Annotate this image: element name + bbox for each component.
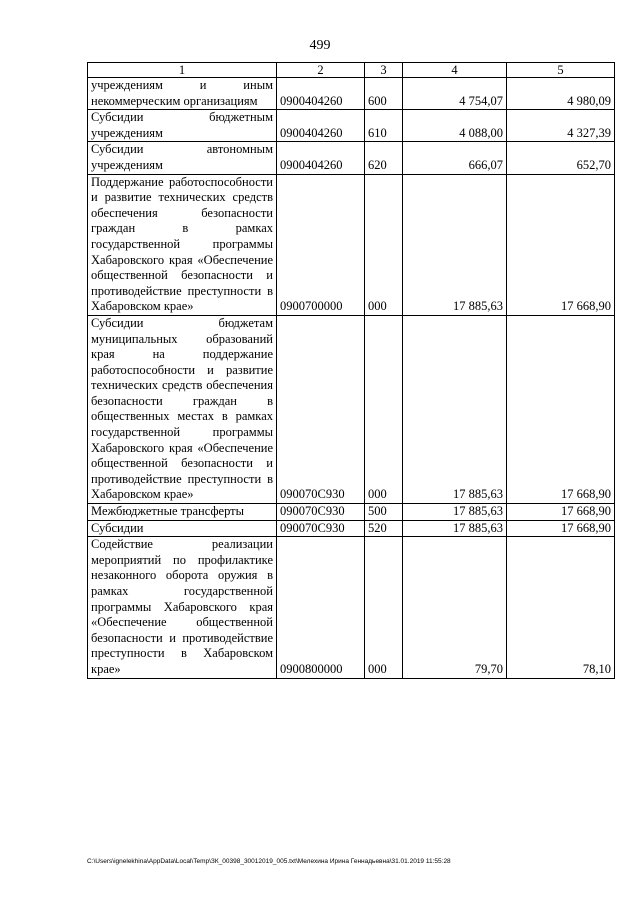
row-code-cell: 0900800000 <box>277 537 365 678</box>
row-value-2020-cell: 652,70 <box>507 142 615 174</box>
row-value-2020-cell: 17 668,90 <box>507 174 615 315</box>
row-value-2019-cell: 4 088,00 <box>403 110 507 142</box>
row-name-cell: Субсидии бюджетным учреждениям <box>88 110 277 142</box>
table-row <box>88 110 615 142</box>
row-value-2019-cell: 666,07 <box>403 142 507 174</box>
table-row <box>88 504 615 521</box>
row-name-cell: Субсидии автономным учреждениям <box>88 142 277 174</box>
row-value-2019-cell: 79,70 <box>403 537 507 678</box>
row-vr-cell: 000 <box>365 537 403 678</box>
row-value-2020-cell: 17 668,90 <box>507 504 615 521</box>
row-value-2019-cell: 17 885,63 <box>403 504 507 521</box>
row-name-cell: Межбюджетные трансферты <box>88 504 277 521</box>
row-vr-cell: 000 <box>365 174 403 315</box>
row-code-cell: 0900700000 <box>277 174 365 315</box>
page-number: 499 <box>309 38 331 53</box>
table-header-row <box>88 63 615 78</box>
table-row <box>88 78 615 110</box>
row-value-2019-cell: 17 885,63 <box>403 174 507 315</box>
budget-table <box>87 62 615 679</box>
file-path-footer: C:\Users\ignelekhina\AppData\Local\Temp\ЗК_00398_30012019_005.txt\Мелехина Ирина Геннадьевна\31.01.2019 11:55:28 <box>87 858 451 865</box>
row-value-2020-cell: 78,10 <box>507 537 615 678</box>
table-row <box>88 520 615 537</box>
row-name-cell: Субсидии бюджетам муниципальных образований края на поддержание работоспособности и развитие технических средств обеспечения безопасности граждан в общественных местах в рамках государственной программы Хабаровского края «Обеспечение общественной безопасности и противодействие преступности в Хабаровском крае» <box>88 315 277 503</box>
header-cell-4: 4 <box>403 63 507 78</box>
row-code-cell: 090070С930 <box>277 520 365 537</box>
row-name-cell: Содействие реализации мероприятий по профилактике незаконного оборота оружия в рамках государственной программы Хабаровского края «Обеспечение общественной безопасности и противодействие преступности в Хабаровском крае» <box>88 537 277 678</box>
header-cell-5: 5 <box>507 63 615 78</box>
row-vr-cell: 620 <box>365 142 403 174</box>
row-name-cell: Субсидии <box>88 520 277 537</box>
header-cell-1: 1 <box>88 63 277 78</box>
row-code-cell: 0900404260 <box>277 110 365 142</box>
header-cell-2: 2 <box>277 63 365 78</box>
table-row <box>88 174 615 315</box>
row-vr-cell: 000 <box>365 315 403 503</box>
row-value-2019-cell: 17 885,63 <box>403 520 507 537</box>
row-value-2020-cell: 4 327,39 <box>507 110 615 142</box>
row-value-2020-cell: 17 668,90 <box>507 315 615 503</box>
table-row <box>88 537 615 678</box>
table-row <box>88 142 615 174</box>
row-name-cell: учреждениям и иным некоммерческим организациям <box>88 78 277 110</box>
row-value-2019-cell: 4 754,07 <box>403 78 507 110</box>
row-vr-cell: 610 <box>365 110 403 142</box>
row-code-cell: 0900404260 <box>277 78 365 110</box>
row-value-2019-cell: 17 885,63 <box>403 315 507 503</box>
row-vr-cell: 500 <box>365 504 403 521</box>
row-code-cell: 090070С930 <box>277 315 365 503</box>
row-code-cell: 0900404260 <box>277 142 365 174</box>
row-name-cell: Поддержание работоспособности и развитие технических средств обеспечения безопасности граждан в рамках государственной программы Хабаровского края «Обеспечение общественной безопасности и противодействие преступности в Хабаровском крае» <box>88 174 277 315</box>
row-value-2020-cell: 4 980,09 <box>507 78 615 110</box>
row-value-2020-cell: 17 668,90 <box>507 520 615 537</box>
row-vr-cell: 600 <box>365 78 403 110</box>
row-code-cell: 090070С930 <box>277 504 365 521</box>
row-vr-cell: 520 <box>365 520 403 537</box>
header-cell-3: 3 <box>365 63 403 78</box>
table-row <box>88 315 615 503</box>
